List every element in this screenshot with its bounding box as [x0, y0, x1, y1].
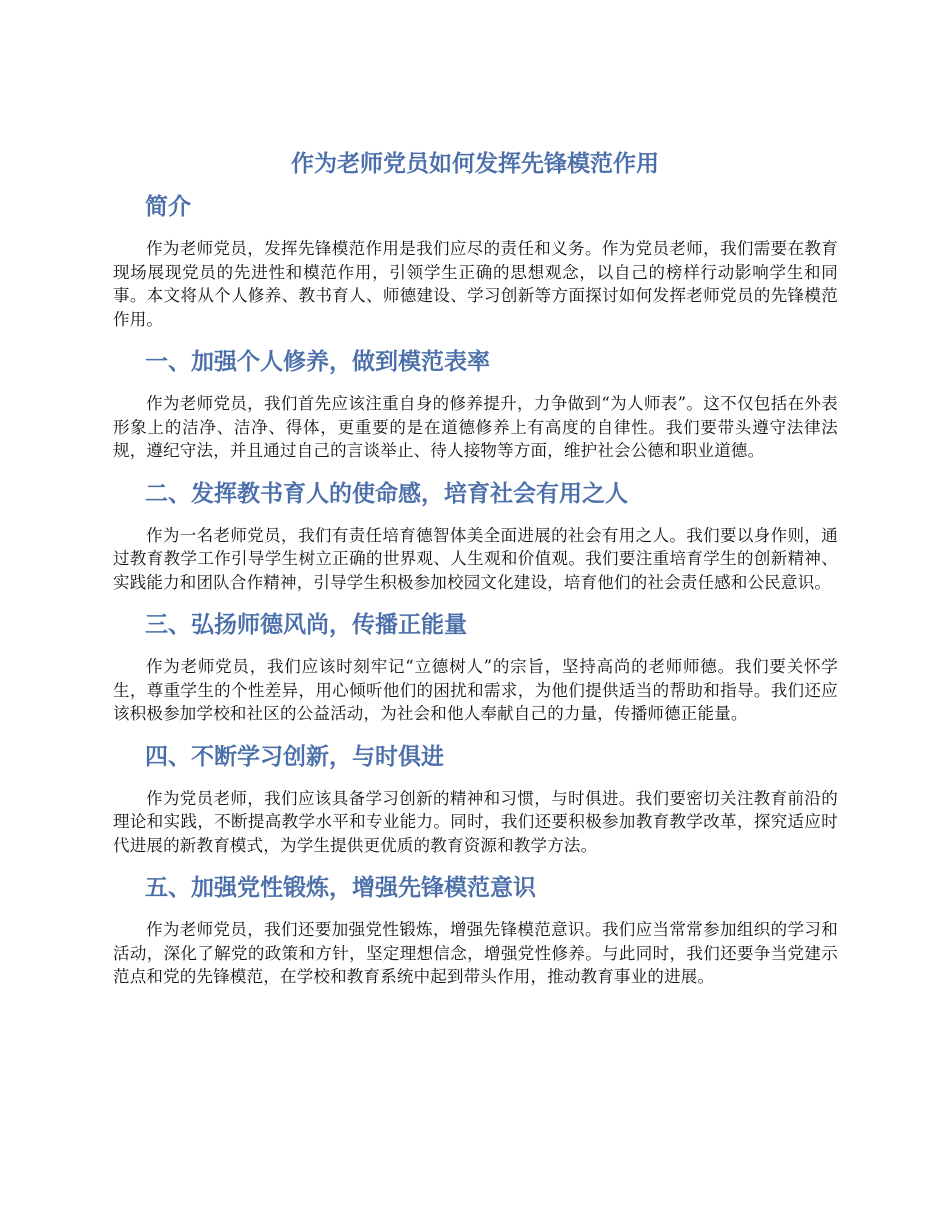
section-paragraph: 作为老师党员，发挥先锋模范作用是我们应尽的责任和义务。作为党员老师，我们需要在教育现场展现党员的先进性和模范作用，引领学生正确的思想观念，以自己的榜样行动影响学生和同事。本文将从个人修养、教书育人、师德建设、学习创新等方面探讨如何发挥老师党员的先锋模范作用。 — [113, 239, 838, 329]
section-personal-cultivation — [113, 345, 838, 463]
section-heading: 一、加强个人修养，做到模范表率 — [145, 349, 490, 375]
section-learning-innovation — [113, 740, 838, 858]
section-heading: 简介 — [145, 194, 191, 220]
section-paragraph: 作为老师党员，我们还要加强党性锻炼，增强先锋模范意识。我们应当常常参加组织的学习和活动，深化了解党的政策和方针，坚定理想信念，增强党性修养。与此同时，我们还要争当党建示范点和党的先锋模范，在学校和教育系统中起到带头作用，推动教育事业的进展。 — [113, 920, 838, 986]
section-heading: 三、弘扬师德风尚，传播正能量 — [145, 612, 467, 638]
section-heading: 二、发挥教书育人的使命感，培育社会有用之人 — [145, 480, 628, 507]
section-heading: 四、不断学习创新，与时俱进 — [145, 743, 444, 770]
section-party-spirit — [113, 871, 838, 989]
section-heading: 五、加强党性锻炼，增强先锋模范意识 — [145, 875, 536, 901]
section-paragraph: 作为一名老师党员，我们有责任培育德智体美全面进展的社会有用之人。我们要以身作则，通过教育教学工作引导学生树立正确的世界观、人生观和价值观。我们要注重培育学生的创新精神、实践能力和团队合作精神，引导学生积极参加校园文化建设，培育他们的社会责任感和公民意识。 — [113, 525, 838, 592]
section-paragraph: 作为老师党员，我们首先应该注重自身的修养提升，力争做到“为人师表”。这不仅包括在外表形象上的洁净、洁净、得体，更重要的是在道德修养上有高度的自律性。我们要带头遵守法律法规，遵纪守法，并且通过自己的言谈举止、待人接物等方面，维护社会公德和职业道德。 — [113, 394, 838, 460]
section-intro — [113, 190, 838, 331]
document-body — [113, 190, 838, 1003]
section-paragraph: 作为党员老师，我们应该具备学习创新的精神和习惯，与时俱进。我们要密切关注教育前沿的理论和实践，不断提高教学水平和专业能力。同时，我们还要积极参加教育教学改革，探究适应时代进展的新教育模式，为学生提供更优质的教育资源和教学方法。 — [113, 788, 838, 855]
document-title: 作为老师党员如何发挥先锋模范作用 — [291, 151, 659, 177]
section-teacher-ethics — [113, 608, 838, 726]
section-paragraph: 作为老师党员，我们应该时刻牢记“立德树人”的宗旨，坚持高尚的老师师德。我们要关怀学生，尊重学生的个性差异，用心倾听他们的困扰和需求，为他们提供适当的帮助和指导。我们还应该积极参加学校和社区的公益活动，为社会和他人奉献自己的力量，传播师德正能量。 — [113, 657, 838, 723]
section-teaching-mission — [113, 477, 838, 595]
